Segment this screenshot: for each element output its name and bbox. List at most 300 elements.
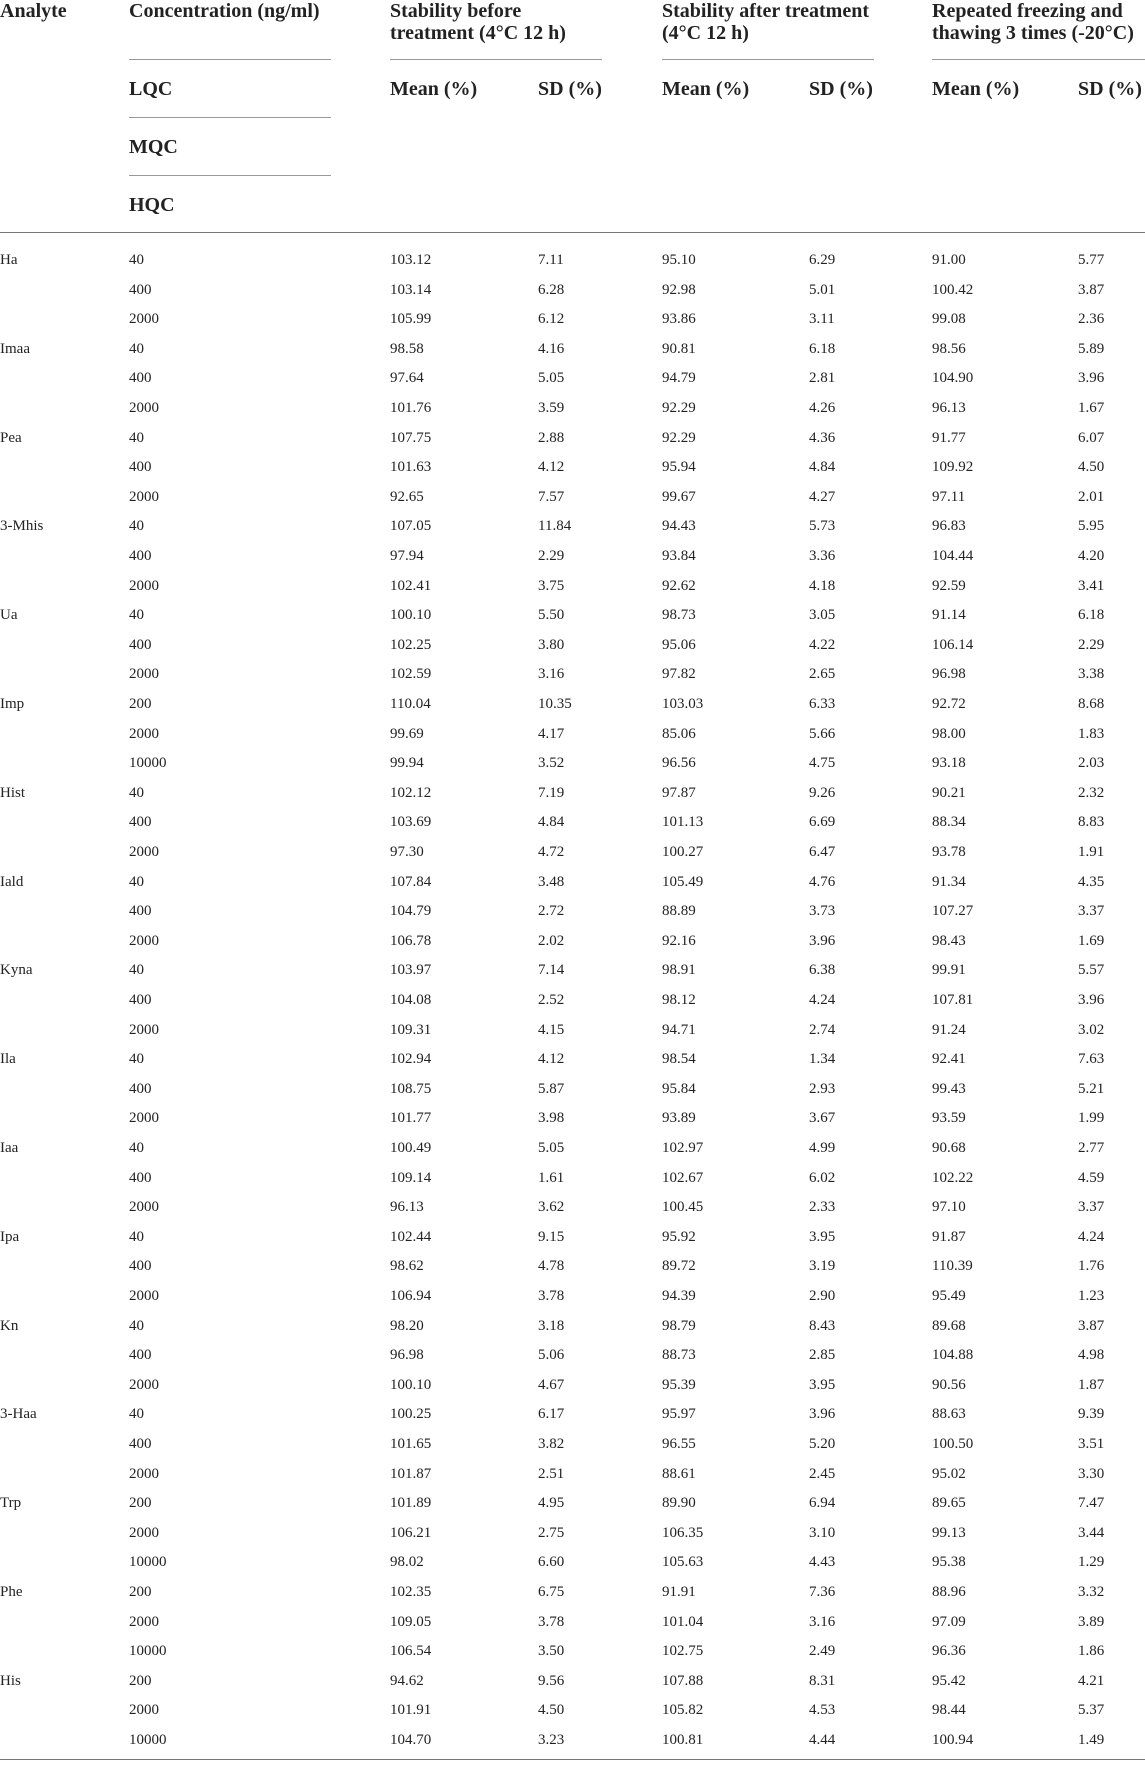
header-stability-after-line2: (4°C 12 h) bbox=[662, 22, 749, 44]
cell-analyte: Iald bbox=[0, 874, 24, 890]
table-row bbox=[0, 665, 1145, 685]
cell-mean-freeze: 99.91 bbox=[932, 962, 966, 978]
cell-sd-after: 6.18 bbox=[809, 341, 836, 357]
table-row bbox=[0, 873, 1145, 893]
table-row bbox=[0, 784, 1145, 804]
cell-mean-after: 106.35 bbox=[662, 1525, 704, 1541]
cell-sd-before: 2.75 bbox=[538, 1525, 565, 1541]
table-row bbox=[0, 1109, 1145, 1129]
cell-concentration: 40 bbox=[129, 252, 144, 268]
cell-sd-freeze: 1.83 bbox=[1078, 726, 1105, 742]
cell-sd-after: 3.10 bbox=[809, 1525, 836, 1541]
cell-mean-freeze: 97.11 bbox=[932, 489, 966, 505]
cell-mean-before: 97.30 bbox=[390, 844, 424, 860]
cell-sd-freeze: 9.39 bbox=[1078, 1406, 1105, 1422]
cell-mean-after: 95.97 bbox=[662, 1406, 696, 1422]
cell-sd-after: 4.24 bbox=[809, 992, 836, 1008]
cell-mean-before: 108.75 bbox=[390, 1081, 432, 1097]
table-row bbox=[0, 251, 1145, 271]
cell-mean-freeze: 104.44 bbox=[932, 548, 974, 564]
cell-concentration: 40 bbox=[129, 874, 144, 890]
cell-mean-before: 96.98 bbox=[390, 1347, 424, 1363]
cell-sd-before: 1.61 bbox=[538, 1170, 565, 1186]
cell-mean-after: 93.89 bbox=[662, 1110, 696, 1126]
cell-mean-after: 98.12 bbox=[662, 992, 696, 1008]
cell-sd-before: 3.75 bbox=[538, 578, 565, 594]
cell-mean-before: 106.78 bbox=[390, 933, 432, 949]
cell-mean-before: 100.10 bbox=[390, 607, 432, 623]
cell-sd-after: 4.44 bbox=[809, 1732, 836, 1748]
cell-mean-freeze: 104.90 bbox=[932, 370, 974, 386]
cell-sd-before: 3.52 bbox=[538, 755, 565, 771]
cell-mean-freeze: 95.49 bbox=[932, 1288, 966, 1304]
cell-mean-freeze: 98.44 bbox=[932, 1702, 966, 1718]
cell-mean-before: 103.12 bbox=[390, 252, 432, 268]
cell-mean-before: 101.65 bbox=[390, 1436, 432, 1452]
cell-mean-after: 101.04 bbox=[662, 1614, 704, 1630]
cell-mean-freeze: 107.81 bbox=[932, 992, 974, 1008]
cell-sd-after: 6.33 bbox=[809, 696, 836, 712]
cell-mean-before: 107.84 bbox=[390, 874, 432, 890]
table-row bbox=[0, 1139, 1145, 1159]
cell-mean-after: 101.13 bbox=[662, 814, 704, 830]
cell-mean-before: 101.91 bbox=[390, 1702, 432, 1718]
cell-mean-freeze: 102.22 bbox=[932, 1170, 974, 1186]
cell-analyte: Trp bbox=[0, 1495, 22, 1511]
cell-sd-after: 6.29 bbox=[809, 252, 836, 268]
cell-mean-after: 92.29 bbox=[662, 400, 696, 416]
cell-mean-after: 107.88 bbox=[662, 1673, 704, 1689]
cell-sd-freeze: 1.69 bbox=[1078, 933, 1105, 949]
cell-sd-freeze: 3.96 bbox=[1078, 370, 1105, 386]
cell-mean-before: 97.64 bbox=[390, 370, 424, 386]
cell-mean-after: 93.86 bbox=[662, 311, 696, 327]
cell-sd-after: 8.31 bbox=[809, 1673, 836, 1689]
cell-sd-before: 3.98 bbox=[538, 1110, 565, 1126]
cell-sd-after: 3.67 bbox=[809, 1110, 836, 1126]
table-row bbox=[0, 1021, 1145, 1041]
cell-mean-before: 101.77 bbox=[390, 1110, 432, 1126]
cell-mean-freeze: 110.39 bbox=[932, 1258, 973, 1274]
cell-mean-freeze: 99.13 bbox=[932, 1525, 966, 1541]
cell-sd-before: 2.29 bbox=[538, 548, 565, 564]
cell-mean-after: 100.45 bbox=[662, 1199, 704, 1215]
table-row bbox=[0, 754, 1145, 774]
cell-mean-after: 96.55 bbox=[662, 1436, 696, 1452]
cell-concentration: 40 bbox=[129, 607, 144, 623]
cell-sd-freeze: 2.03 bbox=[1078, 755, 1105, 771]
cell-mean-after: 88.61 bbox=[662, 1466, 696, 1482]
cell-mean-freeze: 95.42 bbox=[932, 1673, 966, 1689]
cell-sd-freeze: 3.38 bbox=[1078, 666, 1105, 682]
cell-mean-after: 95.94 bbox=[662, 459, 696, 475]
cell-mean-freeze: 89.68 bbox=[932, 1318, 966, 1334]
cell-sd-after: 2.45 bbox=[809, 1466, 836, 1482]
cell-sd-freeze: 3.51 bbox=[1078, 1436, 1105, 1452]
cell-analyte: Ipa bbox=[0, 1229, 20, 1245]
cell-concentration: 2000 bbox=[129, 311, 159, 327]
cell-concentration: 400 bbox=[129, 992, 152, 1008]
cell-sd-after: 3.05 bbox=[809, 607, 836, 623]
cell-sd-after: 3.19 bbox=[809, 1258, 836, 1274]
cell-sd-freeze: 1.87 bbox=[1078, 1377, 1105, 1393]
cell-mean-after: 89.72 bbox=[662, 1258, 696, 1274]
cell-mean-after: 92.62 bbox=[662, 578, 696, 594]
cell-sd-before: 7.57 bbox=[538, 489, 565, 505]
header-freeze-thaw-line1: Repeated freezing and bbox=[932, 0, 1123, 22]
header-freeze-thaw-line2: thawing 3 times (-20°C) bbox=[932, 22, 1134, 44]
table-row bbox=[0, 1642, 1145, 1662]
table-row bbox=[0, 547, 1145, 567]
cell-mean-before: 104.70 bbox=[390, 1732, 432, 1748]
cell-mean-freeze: 97.09 bbox=[932, 1614, 966, 1630]
cell-mean-after: 91.91 bbox=[662, 1584, 696, 1600]
cell-mean-freeze: 91.14 bbox=[932, 607, 966, 623]
cell-concentration: 400 bbox=[129, 1170, 152, 1186]
cell-sd-before: 3.59 bbox=[538, 400, 565, 416]
cell-sd-after: 6.69 bbox=[809, 814, 836, 830]
cell-mean-after: 105.49 bbox=[662, 874, 704, 890]
cell-sd-after: 2.33 bbox=[809, 1199, 836, 1215]
cell-mean-after: 98.73 bbox=[662, 607, 696, 623]
cell-mean-freeze: 100.50 bbox=[932, 1436, 974, 1452]
cell-mean-freeze: 107.27 bbox=[932, 903, 974, 919]
cell-sd-before: 2.02 bbox=[538, 933, 565, 949]
cell-sd-before: 4.95 bbox=[538, 1495, 565, 1511]
cell-concentration: 400 bbox=[129, 1258, 152, 1274]
cell-mean-freeze: 93.18 bbox=[932, 755, 966, 771]
cell-concentration: 40 bbox=[129, 1318, 144, 1334]
rule-qc-lqc bbox=[129, 117, 331, 118]
table-row bbox=[0, 1465, 1145, 1485]
table-row bbox=[0, 695, 1145, 715]
cell-concentration: 2000 bbox=[129, 1702, 159, 1718]
rule-stability-after bbox=[662, 59, 874, 60]
cell-analyte: Phe bbox=[0, 1584, 23, 1600]
cell-mean-before: 103.97 bbox=[390, 962, 432, 978]
cell-mean-after: 98.91 bbox=[662, 962, 696, 978]
cell-sd-after: 4.99 bbox=[809, 1140, 836, 1156]
cell-analyte: Pea bbox=[0, 430, 22, 446]
table-row bbox=[0, 1583, 1145, 1603]
cell-concentration: 40 bbox=[129, 962, 144, 978]
cell-concentration: 200 bbox=[129, 1584, 152, 1600]
cell-sd-before: 6.28 bbox=[538, 282, 565, 298]
cell-sd-freeze: 4.21 bbox=[1078, 1673, 1105, 1689]
cell-mean-after: 97.82 bbox=[662, 666, 696, 682]
cell-mean-after: 105.82 bbox=[662, 1702, 704, 1718]
cell-concentration: 2000 bbox=[129, 1110, 159, 1126]
cell-mean-after: 95.06 bbox=[662, 637, 696, 653]
cell-sd-after: 1.34 bbox=[809, 1051, 836, 1067]
cell-mean-freeze: 106.14 bbox=[932, 637, 974, 653]
table-row bbox=[0, 1435, 1145, 1455]
cell-sd-before: 3.82 bbox=[538, 1436, 565, 1452]
cell-mean-before: 109.05 bbox=[390, 1614, 432, 1630]
cell-mean-after: 97.87 bbox=[662, 785, 696, 801]
cell-mean-before: 105.99 bbox=[390, 311, 432, 327]
cell-mean-before: 107.05 bbox=[390, 518, 432, 534]
subheader-mean-after: Mean (%) bbox=[662, 78, 750, 100]
table-row bbox=[0, 1257, 1145, 1277]
cell-concentration: 2000 bbox=[129, 578, 159, 594]
table-row bbox=[0, 1494, 1145, 1514]
cell-mean-after: 98.54 bbox=[662, 1051, 696, 1067]
cell-mean-freeze: 98.56 bbox=[932, 341, 966, 357]
cell-sd-after: 8.43 bbox=[809, 1318, 836, 1334]
cell-mean-after: 96.56 bbox=[662, 755, 696, 771]
cell-sd-after: 6.94 bbox=[809, 1495, 836, 1511]
cell-sd-after: 2.81 bbox=[809, 370, 836, 386]
cell-mean-after: 105.63 bbox=[662, 1554, 704, 1570]
cell-sd-before: 5.05 bbox=[538, 1140, 565, 1156]
cell-sd-freeze: 3.37 bbox=[1078, 903, 1105, 919]
cell-sd-freeze: 1.29 bbox=[1078, 1554, 1105, 1570]
cell-sd-freeze: 4.24 bbox=[1078, 1229, 1105, 1245]
cell-sd-freeze: 3.41 bbox=[1078, 578, 1105, 594]
table-row bbox=[0, 1731, 1145, 1751]
cell-mean-freeze: 92.41 bbox=[932, 1051, 966, 1067]
cell-sd-before: 5.06 bbox=[538, 1347, 565, 1363]
table-row bbox=[0, 1672, 1145, 1692]
cell-sd-freeze: 7.63 bbox=[1078, 1051, 1105, 1067]
cell-mean-freeze: 109.92 bbox=[932, 459, 974, 475]
cell-sd-freeze: 1.99 bbox=[1078, 1110, 1105, 1126]
cell-sd-after: 5.01 bbox=[809, 282, 836, 298]
cell-mean-before: 102.41 bbox=[390, 578, 432, 594]
cell-sd-freeze: 7.47 bbox=[1078, 1495, 1105, 1511]
cell-concentration: 200 bbox=[129, 1495, 152, 1511]
cell-mean-after: 94.79 bbox=[662, 370, 696, 386]
cell-concentration: 200 bbox=[129, 1673, 152, 1689]
cell-sd-freeze: 4.20 bbox=[1078, 548, 1105, 564]
table-row bbox=[0, 1613, 1145, 1633]
cell-sd-before: 4.17 bbox=[538, 726, 565, 742]
cell-concentration: 40 bbox=[129, 785, 144, 801]
cell-concentration: 400 bbox=[129, 637, 152, 653]
table-row bbox=[0, 1346, 1145, 1366]
cell-mean-freeze: 90.21 bbox=[932, 785, 966, 801]
cell-sd-freeze: 2.29 bbox=[1078, 637, 1105, 653]
cell-mean-freeze: 99.08 bbox=[932, 311, 966, 327]
qc-label-hqc: HQC bbox=[129, 194, 175, 216]
cell-sd-after: 5.66 bbox=[809, 726, 836, 742]
table-row bbox=[0, 1050, 1145, 1070]
cell-sd-before: 4.67 bbox=[538, 1377, 565, 1393]
cell-sd-freeze: 8.68 bbox=[1078, 696, 1105, 712]
cell-mean-freeze: 91.34 bbox=[932, 874, 966, 890]
cell-sd-after: 7.36 bbox=[809, 1584, 836, 1600]
table-row bbox=[0, 1169, 1145, 1189]
table-row bbox=[0, 281, 1145, 301]
cell-analyte: Imaa bbox=[0, 341, 30, 357]
table-row bbox=[0, 1376, 1145, 1396]
header-analyte: Analyte bbox=[0, 0, 67, 22]
cell-mean-freeze: 92.72 bbox=[932, 696, 966, 712]
cell-concentration: 400 bbox=[129, 548, 152, 564]
cell-sd-before: 6.12 bbox=[538, 311, 565, 327]
cell-concentration: 400 bbox=[129, 459, 152, 475]
cell-sd-freeze: 1.86 bbox=[1078, 1643, 1105, 1659]
table-row bbox=[0, 1553, 1145, 1573]
cell-sd-freeze: 4.59 bbox=[1078, 1170, 1105, 1186]
cell-mean-before: 103.69 bbox=[390, 814, 432, 830]
cell-mean-after: 99.67 bbox=[662, 489, 696, 505]
subheader-sd-before: SD (%) bbox=[538, 78, 602, 100]
cell-sd-after: 4.27 bbox=[809, 489, 836, 505]
cell-mean-before: 101.76 bbox=[390, 400, 432, 416]
table-row bbox=[0, 1405, 1145, 1425]
cell-concentration: 200 bbox=[129, 696, 152, 712]
cell-concentration: 10000 bbox=[129, 1554, 167, 1570]
cell-sd-after: 3.95 bbox=[809, 1377, 836, 1393]
cell-sd-after: 4.75 bbox=[809, 755, 836, 771]
table-row bbox=[0, 340, 1145, 360]
cell-sd-before: 7.19 bbox=[538, 785, 565, 801]
cell-mean-after: 102.67 bbox=[662, 1170, 704, 1186]
cell-concentration: 2000 bbox=[129, 1525, 159, 1541]
cell-mean-before: 106.54 bbox=[390, 1643, 432, 1659]
cell-sd-before: 4.16 bbox=[538, 341, 565, 357]
cell-mean-before: 98.62 bbox=[390, 1258, 424, 1274]
cell-mean-freeze: 91.87 bbox=[932, 1229, 966, 1245]
cell-concentration: 2000 bbox=[129, 489, 159, 505]
cell-sd-freeze: 6.07 bbox=[1078, 430, 1105, 446]
cell-sd-after: 9.26 bbox=[809, 785, 836, 801]
cell-mean-after: 95.84 bbox=[662, 1081, 696, 1097]
cell-mean-after: 94.39 bbox=[662, 1288, 696, 1304]
cell-mean-before: 103.14 bbox=[390, 282, 432, 298]
subheader-sd-freeze: SD (%) bbox=[1078, 78, 1142, 100]
cell-mean-freeze: 93.78 bbox=[932, 844, 966, 860]
cell-mean-before: 102.12 bbox=[390, 785, 432, 801]
cell-sd-after: 2.85 bbox=[809, 1347, 836, 1363]
table-row bbox=[0, 902, 1145, 922]
cell-sd-before: 6.17 bbox=[538, 1406, 565, 1422]
cell-concentration: 40 bbox=[129, 341, 144, 357]
cell-sd-after: 2.65 bbox=[809, 666, 836, 682]
cell-sd-before: 11.84 bbox=[538, 518, 572, 534]
cell-sd-before: 3.62 bbox=[538, 1199, 565, 1215]
cell-mean-freeze: 88.96 bbox=[932, 1584, 966, 1600]
cell-sd-before: 7.14 bbox=[538, 962, 565, 978]
table-row bbox=[0, 488, 1145, 508]
cell-concentration: 40 bbox=[129, 1140, 144, 1156]
table-row bbox=[0, 1524, 1145, 1544]
cell-sd-freeze: 4.98 bbox=[1078, 1347, 1105, 1363]
cell-concentration: 10000 bbox=[129, 1732, 167, 1748]
cell-mean-after: 90.81 bbox=[662, 341, 696, 357]
cell-mean-before: 104.08 bbox=[390, 992, 432, 1008]
table-row bbox=[0, 932, 1145, 952]
rule-stability-before bbox=[390, 59, 602, 60]
table-row bbox=[0, 458, 1145, 478]
cell-sd-freeze: 8.83 bbox=[1078, 814, 1105, 830]
cell-mean-before: 100.10 bbox=[390, 1377, 432, 1393]
cell-mean-before: 109.14 bbox=[390, 1170, 432, 1186]
cell-sd-freeze: 2.32 bbox=[1078, 785, 1105, 801]
cell-sd-after: 4.53 bbox=[809, 1702, 836, 1718]
cell-analyte: Hist bbox=[0, 785, 26, 801]
cell-sd-after: 3.36 bbox=[809, 548, 836, 564]
cell-mean-before: 106.94 bbox=[390, 1288, 432, 1304]
cell-concentration: 2000 bbox=[129, 933, 159, 949]
cell-concentration: 2000 bbox=[129, 400, 159, 416]
cell-sd-freeze: 5.95 bbox=[1078, 518, 1105, 534]
cell-mean-freeze: 96.83 bbox=[932, 518, 966, 534]
cell-mean-freeze: 96.13 bbox=[932, 400, 966, 416]
cell-sd-freeze: 1.23 bbox=[1078, 1288, 1105, 1304]
header-concentration: Concentration (ng/ml) bbox=[129, 0, 320, 22]
cell-sd-before: 3.16 bbox=[538, 666, 565, 682]
cell-mean-after: 95.39 bbox=[662, 1377, 696, 1393]
cell-sd-after: 6.38 bbox=[809, 962, 836, 978]
cell-analyte: Kn bbox=[0, 1318, 19, 1334]
subheader-sd-after: SD (%) bbox=[809, 78, 873, 100]
cell-concentration: 10000 bbox=[129, 755, 167, 771]
cell-mean-freeze: 92.59 bbox=[932, 578, 966, 594]
rule-qc-mqc bbox=[129, 175, 331, 176]
table-row bbox=[0, 606, 1145, 626]
cell-mean-after: 95.10 bbox=[662, 252, 696, 268]
cell-mean-freeze: 98.43 bbox=[932, 933, 966, 949]
cell-sd-freeze: 3.44 bbox=[1078, 1525, 1105, 1541]
cell-concentration: 40 bbox=[129, 1051, 144, 1067]
cell-sd-freeze: 5.57 bbox=[1078, 962, 1105, 978]
cell-concentration: 2000 bbox=[129, 726, 159, 742]
table-row bbox=[0, 310, 1145, 330]
cell-mean-freeze: 93.59 bbox=[932, 1110, 966, 1126]
cell-sd-freeze: 5.37 bbox=[1078, 1702, 1105, 1718]
cell-mean-freeze: 97.10 bbox=[932, 1199, 966, 1215]
cell-mean-after: 89.90 bbox=[662, 1495, 696, 1511]
cell-sd-freeze: 2.01 bbox=[1078, 489, 1105, 505]
table-row bbox=[0, 1198, 1145, 1218]
cell-mean-before: 106.21 bbox=[390, 1525, 432, 1541]
cell-mean-freeze: 88.63 bbox=[932, 1406, 966, 1422]
cell-concentration: 40 bbox=[129, 1229, 144, 1245]
rule-freeze-thaw bbox=[932, 59, 1145, 60]
cell-sd-after: 4.36 bbox=[809, 430, 836, 446]
cell-concentration: 2000 bbox=[129, 1614, 159, 1630]
cell-mean-before: 102.94 bbox=[390, 1051, 432, 1067]
cell-sd-freeze: 2.36 bbox=[1078, 311, 1105, 327]
cell-sd-freeze: 5.21 bbox=[1078, 1081, 1105, 1097]
cell-mean-before: 94.62 bbox=[390, 1673, 424, 1689]
table-row bbox=[0, 429, 1145, 449]
cell-concentration: 10000 bbox=[129, 1643, 167, 1659]
cell-mean-before: 102.59 bbox=[390, 666, 432, 682]
cell-sd-after: 4.22 bbox=[809, 637, 836, 653]
cell-mean-before: 99.94 bbox=[390, 755, 424, 771]
cell-mean-before: 101.87 bbox=[390, 1466, 432, 1482]
cell-sd-before: 3.78 bbox=[538, 1288, 565, 1304]
header-bottom-rule bbox=[0, 232, 1145, 233]
cell-mean-freeze: 91.00 bbox=[932, 252, 966, 268]
cell-mean-freeze: 104.88 bbox=[932, 1347, 974, 1363]
cell-sd-freeze: 3.87 bbox=[1078, 1318, 1105, 1334]
cell-mean-freeze: 96.98 bbox=[932, 666, 966, 682]
cell-sd-freeze: 5.89 bbox=[1078, 341, 1105, 357]
cell-mean-before: 101.89 bbox=[390, 1495, 432, 1511]
cell-sd-before: 9.15 bbox=[538, 1229, 565, 1245]
cell-sd-after: 3.95 bbox=[809, 1229, 836, 1245]
cell-mean-before: 98.02 bbox=[390, 1554, 424, 1570]
cell-sd-after: 3.73 bbox=[809, 903, 836, 919]
cell-mean-freeze: 90.68 bbox=[932, 1140, 966, 1156]
cell-mean-freeze: 89.65 bbox=[932, 1495, 966, 1511]
table-row bbox=[0, 1287, 1145, 1307]
